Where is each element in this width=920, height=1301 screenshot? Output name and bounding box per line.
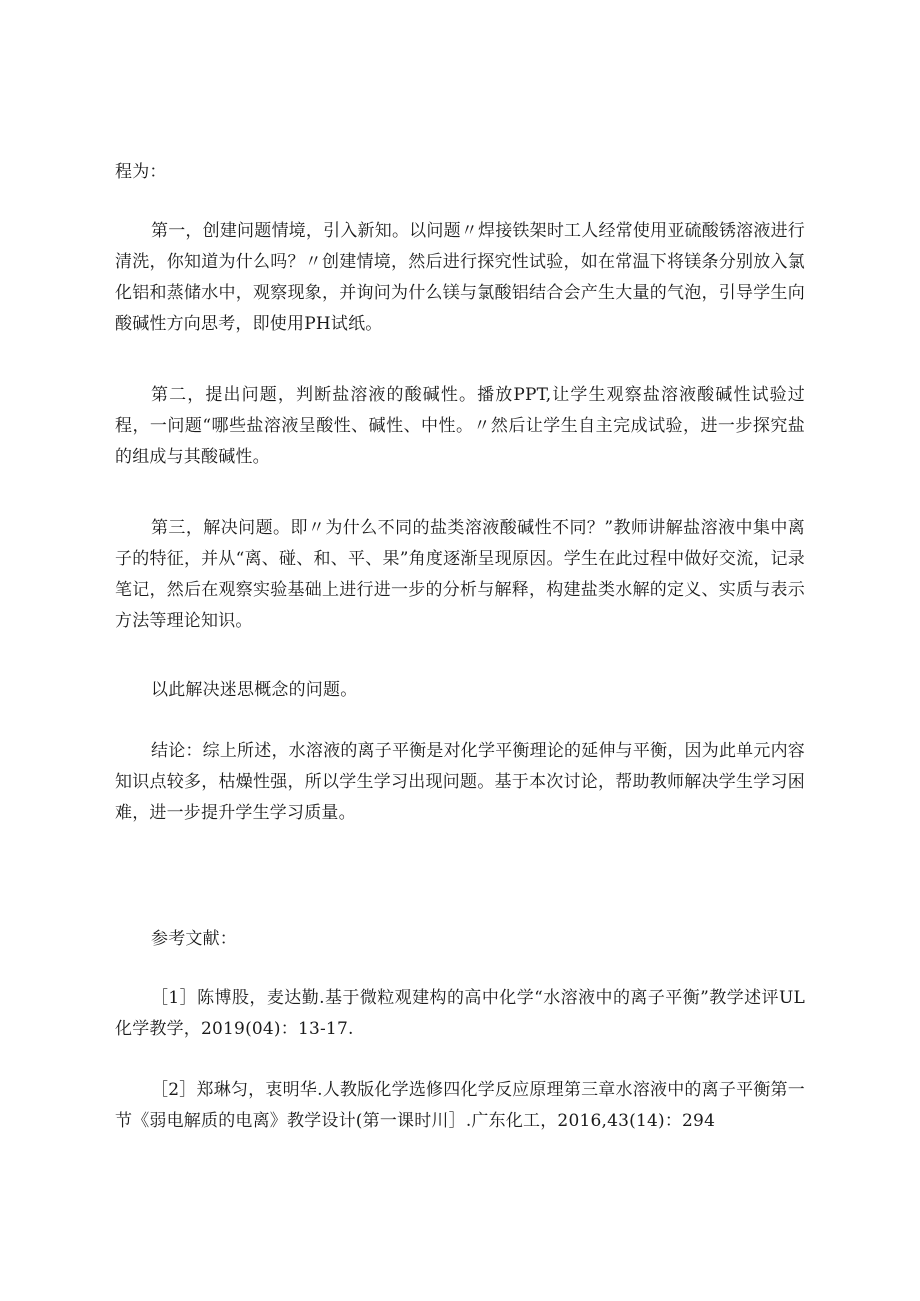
paragraph-conclusion: 结论：综上所述，水溶液的离子平衡是对化学平衡理论的延伸与平衡，因为此单元内容知识点较多，枯燥性强，所以学生学习出现问题。基于本次讨论，帮助教师解决学生学习困难，进一步提升学生学习质量。 bbox=[115, 741, 805, 823]
paragraph-step-one: 第一，创建问题情境，引入新知。以问题〃焊接铁架时工人经常使用亚硫酸锈溶液进行清洗，你知道为什么吗？〃创建情境，然后进行探究性试验，如在常温下将镁条分别放入氯化铝和蒸储水中，观察现象，并询问为什么镁与氯酸铝结合会产生大量的气泡，引导学生向酸碱性方向思考，即使用PH试纸。 bbox=[115, 221, 805, 334]
reference-item-2: ［2］郑琳匀，衷明华.人教版化学选修四化学反应原理第三章水溶液中的离子平衡第一节《弱电解质的电离》教学设计(第一课时川］.广东化工，2016,43(14)：294 bbox=[115, 1080, 805, 1131]
paragraph-step-two: 第二，提出问题，判断盐溶液的酸碱性。播放PPT,让学生观察盐溶液酸碱性试验过程，一问题“哪些盐溶液呈酸性、碱性、中性。〃然后让学生自主完成试验，进一步探究盐的组成与其酸碱性。 bbox=[115, 385, 805, 467]
reference-item-1: ［1］陈博股，麦达勤.基于微粒观建构的高中化学“水溶液中的离子平衡”教学述评UL化学教学，2019(04)：13-17. bbox=[115, 988, 805, 1039]
lead-line: 程为： bbox=[115, 162, 167, 182]
references-heading: 参考文献： bbox=[151, 929, 237, 949]
paragraph-summary-line: 以此解决迷思概念的问题。 bbox=[151, 680, 358, 700]
paragraph-step-three: 第三，解决问题。即〃为什么不同的盐类溶液酸碱性不同？”教师讲解盐溶液中集中离子的特征，并从“离、碰、和、平、果”角度逐渐呈现原因。学生在此过程中做好交流，记录笔记，然后在观察实验基础上进行进一步的分析与解释，构建盐类水解的定义、实质与表示方法等理论知识。 bbox=[115, 518, 805, 631]
